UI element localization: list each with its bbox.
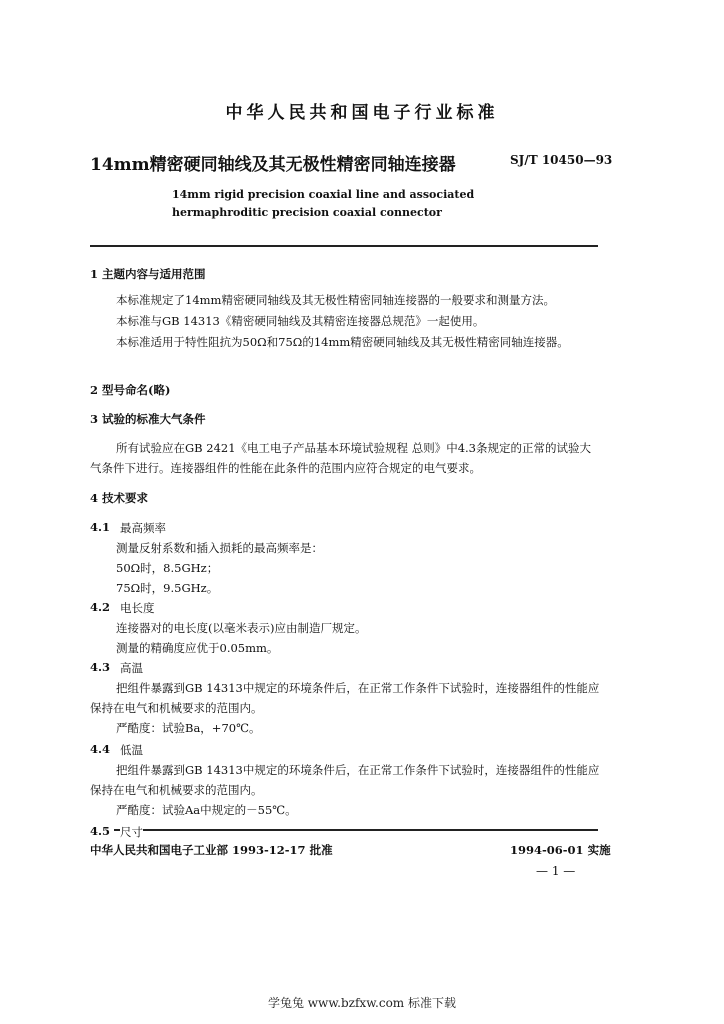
section-4-5-number: 4.5 — [90, 824, 114, 838]
section-3-heading: 3 试验的标准大气条件 — [90, 412, 206, 426]
section-4-3-paragraph-1: 把组件暴露到GB 14313中规定的环境条件后，在正常工作条件下试验时，连接器组件的性能应保持在电气和机械要求的范围内。 — [90, 681, 600, 715]
page-number: — 1 — — [536, 864, 576, 878]
section-4-4-paragraph-1: 把组件暴露到GB 14313中规定的环境条件后，在正常工作条件下试验时，连接器组件的性能应保持在电气和机械要求的范围内。 — [90, 763, 600, 797]
document-title: 14mm精密硬同轴线及其无极性精密同轴连接器 — [90, 155, 456, 175]
section-1-paragraph-3: 本标准适用于特性阻抗为50Ω和75Ω的14mm精密硬同轴线及其无极性精密同轴连接器。 — [116, 335, 569, 349]
section-4-3-line-1: 严酷度：试验Ba，+70℃。 — [116, 721, 261, 735]
section-3-paragraph-1: 所有试验应在GB 2421《电工电子产品基本环境试验规程 总则》中4.3条规定的正常的试验大气条件下进行。连接器组件的性能在此条件的范围内应符合规定的电气要求。 — [90, 441, 591, 475]
watermark-link[interactable]: 学兔兔 www.bzfxw.com 标准下载 — [267, 996, 457, 1010]
bottom-divider — [90, 829, 598, 831]
section-4-2-number: 4.2 — [90, 600, 111, 614]
section-4-5-title: 尺寸 — [120, 825, 143, 839]
section-4-1-line-1: 测量反射系数和插入损耗的最高频率是： — [116, 541, 323, 555]
org-header-title: 中华人民共和国电子行业标准 — [225, 103, 499, 123]
section-1-heading: 1 主题内容与适用范围 — [90, 267, 206, 281]
section-1-paragraph-2: 本标准与GB 14313《精密硬同轴线及其精密连接器总规范》一起使用。 — [116, 314, 485, 328]
implementation-date: 1994-06-01 实施 — [510, 843, 611, 857]
section-4-4-line-1: 严酷度：试验Aa中规定的－55℃。 — [116, 803, 297, 817]
section-4-heading: 4 技术要求 — [90, 491, 149, 505]
section-4-1-line-3: 75Ω时，9.5GHz。 — [116, 581, 219, 595]
section-4-1-number: 4.1 — [90, 520, 111, 534]
section-4-3-number: 4.3 — [90, 660, 111, 674]
section-4-4-number: 4.4 — [90, 742, 111, 756]
section-2-heading: 2 型号命名(略) — [90, 383, 171, 397]
approval-statement: 中华人民共和国电子工业部 1993-12-17 批准 — [90, 843, 333, 857]
section-4-4-title: 低温 — [120, 743, 143, 757]
standard-code: SJ/T 10450—93 — [510, 153, 613, 167]
section-4-2-line-2: 测量的精确度应优于0.05mm。 — [116, 641, 279, 655]
section-4-1-title: 最高频率 — [120, 521, 166, 535]
section-1-paragraph-1: 本标准规定了14mm精密硬同轴线及其无极性精密同轴连接器的一般要求和测量方法。 — [116, 293, 555, 307]
section-4-2-line-1: 连接器对的电长度(以毫米表示)应由制造厂规定。 — [116, 621, 367, 635]
section-4-1-line-2: 50Ω时，8.5GHz； — [116, 561, 219, 575]
english-title-line-1: 14mm rigid precision coaxial line and associated — [172, 188, 475, 201]
english-title-line-2: hermaphroditic precision coaxial connector — [172, 206, 442, 219]
section-4-3-title: 高温 — [120, 661, 143, 675]
section-4-2-title: 电长度 — [120, 601, 155, 615]
top-divider — [90, 245, 598, 247]
